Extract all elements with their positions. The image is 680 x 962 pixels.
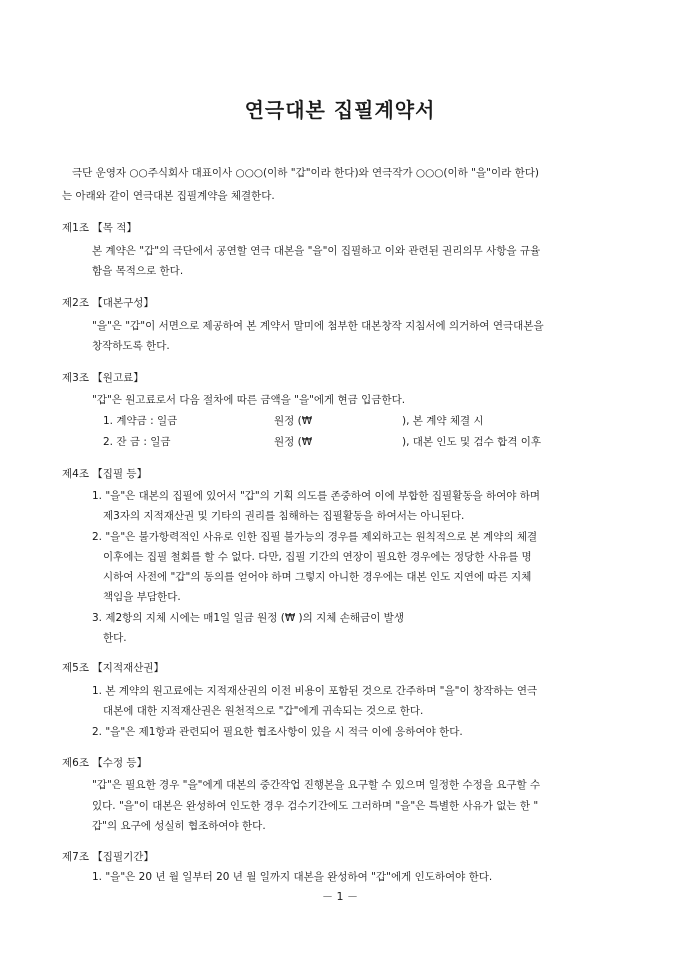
article-1-heading: 제1조 【목 적】: [62, 222, 137, 234]
article-5-heading: 제5조 【지적재산권】: [62, 662, 165, 674]
intro-line-2: 는 아래와 같이 연극대본 집필계약을 체결한다.: [62, 190, 275, 202]
article-2-heading: 제2조 【대본구성】: [62, 297, 154, 309]
intro-line-1: 극단 운영자 ○○주식회사 대표이사 ○○○(이하 "갑"이라 한다)와 연극작가 ○○○(이하 "을"이라 한다): [72, 167, 539, 179]
article-4-item-1-line-2: 제3자의 지적재산권 및 기타의 권리를 침해하는 집필활동을 하여서는 아니된다.: [103, 510, 465, 522]
article-2-line-1: "을"은 "갑"이 서면으로 제공하여 본 계약서 말미에 첨부한 대본창작 지침서에 의거하여 연극대본을: [92, 320, 544, 332]
document-title: 연극대본 집필계약서: [244, 98, 436, 122]
article-4-item-2-line-2: 이후에는 집필 철회를 할 수 없다. 다만, 집필 기간의 연장이 필요한 경우에는 정당한 사유를 명: [103, 551, 532, 563]
article-5-item-1-line-1: 1. 본 계약의 원고료에는 지적재산권의 이전 비용이 포함된 것으로 간주하며 "을"이 창작하는 연극: [92, 685, 538, 697]
payment-1-unit: 원정 (₩: [274, 415, 313, 427]
article-4-item-2-line-4: 책임을 부담한다.: [103, 591, 181, 603]
article-3-heading: 제3조 【원고료】: [62, 372, 144, 384]
article-4-item-2-line-1: 2. "을"은 불가항력적인 사유로 인한 집필 불가능의 경우를 제외하고는 원칙적으로 본 계약의 체결: [92, 531, 538, 543]
article-1-line-1: 본 계약은 "갑"의 극단에서 공연할 연극 대본을 "을"이 집필하고 이와 관련된 권리의무 사항을 규율: [92, 245, 541, 257]
article-5-item-2-line-1: 2. "을"은 제1항과 관련되어 필요한 협조사항이 있을 시 적극 이에 응하여야 한다.: [92, 726, 463, 738]
article-6-line-2: 있다. "을"이 대본은 완성하여 인도한 경우 검수기간에도 그러하며 "을"은 특별한 사유가 없는 한 ": [92, 800, 539, 812]
payment-row-2: [103, 434, 170, 449]
payment-2-unit: 원정 (₩: [274, 436, 313, 448]
article-7-heading: 제7조 【집필기간】: [62, 851, 154, 863]
article-4-item-3-line-2: 한다.: [103, 632, 127, 644]
article-6-line-3: 갑"의 요구에 성실히 협조하여야 한다.: [92, 820, 266, 832]
article-4-item-2-line-3: 시하여 사전에 "갑"의 동의를 얻어야 하며 그렇지 아니한 경우에는 대본 인도 지연에 따른 지체: [103, 571, 532, 583]
page-number: － 1 －: [322, 890, 358, 903]
payment-row-1: [103, 413, 177, 428]
payment-2-note: ), 대본 인도 및 검수 합격 이후: [402, 436, 542, 448]
intro-paragraph: [62, 162, 622, 208]
payment-1-note: ), 본 계약 체결 시: [402, 415, 484, 427]
article-3-line-1: "갑"은 원고료로서 다음 절차에 따른 금액을 "을"에게 현금 입금한다.: [92, 394, 406, 406]
article-1-line-2: 함을 목적으로 한다.: [92, 265, 184, 277]
article-4-item-3-line-1: 3. 제2항의 지체 시에는 매1일 일금 원정 (₩ )의 지체 손해금이 발생: [92, 612, 404, 624]
article-6-heading: 제6조 【수정 등】: [62, 757, 148, 769]
payment-2-label: 2. 잔 금 : 일금: [103, 436, 171, 448]
article-5-item-1-line-2: 대본에 대한 지적재산권은 원천적으로 "갑"에게 귀속되는 것으로 한다.: [103, 705, 424, 717]
article-2-line-2: 창작하도록 한다.: [92, 340, 170, 352]
payment-1-label: 1. 계약금 : 일금: [103, 415, 178, 427]
article-4-item-1-line-1: 1. "을"은 대본의 집필에 있어서 "갑"의 기획 의도를 존중하여 이에 부합한 집필활동을 하여야 하며: [92, 490, 541, 502]
article-7-item-1-line-1: 1. "을"은 20 년 월 일부터 20 년 월 일까지 대본을 완성하여 "갑"에게 인도하여야 한다.: [92, 871, 493, 883]
article-6-line-1: "갑"은 필요한 경우 "을"에게 대본의 중간작업 진행본을 요구할 수 있으며 일정한 수정을 요구할 수: [92, 779, 541, 791]
article-4-heading: 제4조 【집필 등】: [62, 468, 148, 480]
